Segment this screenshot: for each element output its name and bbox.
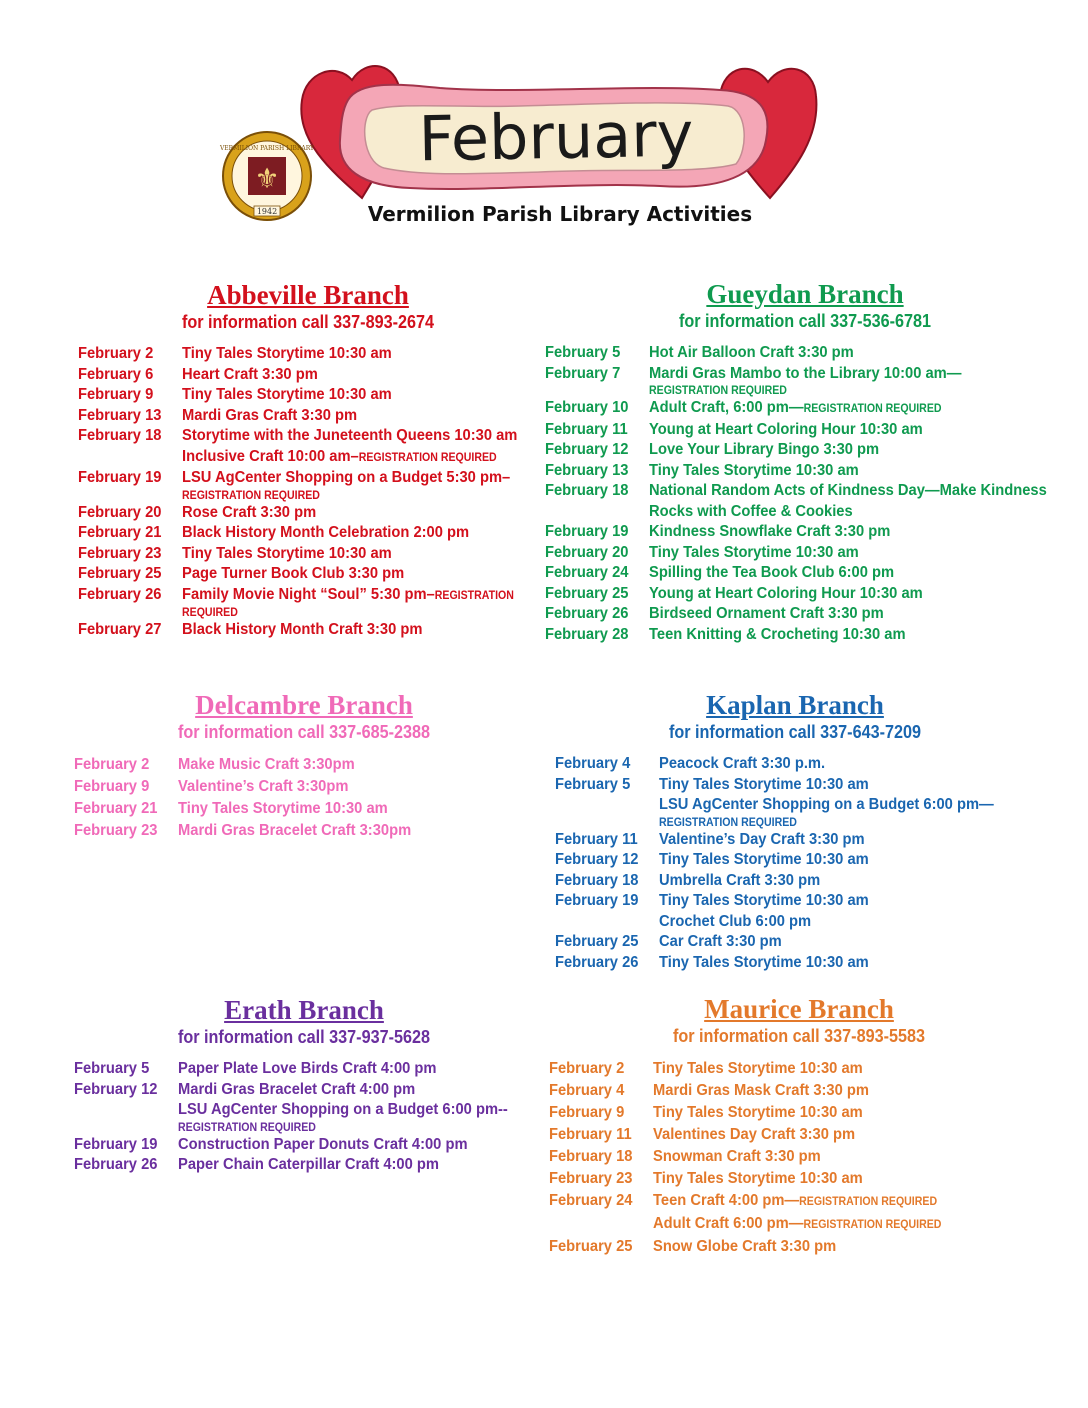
event-line [659,830,1005,851]
event-text: Tiny Tales Storytime 10:30 am [649,543,859,561]
event-row [78,503,538,524]
event-row [549,1080,1049,1102]
event-date: February 18 [549,1148,633,1165]
event-line [653,1058,1017,1080]
branch-title: Gueydan Branch [706,279,904,309]
event-date: February 11 [549,1126,632,1143]
event-description [659,754,1035,775]
event-row [78,385,538,406]
event-description [178,1135,534,1156]
event-row [549,1124,1049,1146]
event-line [649,584,1032,605]
event-description [653,1190,1049,1236]
branch-phone: for information call 337-937-5628 [177,1027,431,1047]
svg-text:⚜: ⚜ [254,162,280,195]
event-description [659,932,1035,953]
event-line [182,344,510,365]
event-row [78,426,538,468]
event-description [649,420,1065,441]
event-row [74,1080,534,1135]
event-line [649,398,1032,420]
event-text: Inclusive Craft 10:00 am– [182,447,359,465]
event-line [182,426,517,447]
event-description [659,871,1035,892]
event-description [649,563,1065,584]
event-row [74,1155,534,1176]
event-line [182,564,510,585]
event-date: February 11 [555,830,638,848]
event-list [549,1058,1049,1258]
event-row [545,398,1065,420]
svg-text:VERMILION PARISH LIBRARY: VERMILION PARISH LIBRARY [219,145,315,152]
branch-phone: for information call 337-893-5583 [672,1026,926,1046]
event-list [74,754,534,842]
event-row [545,522,1065,543]
event-line [659,850,1005,871]
event-description [649,364,1065,399]
event-text: Tiny Tales Storytime 10:30 am [182,544,392,562]
event-text: Snow Globe Craft 3:30 pm [653,1238,837,1255]
event-text: Construction Paper Donuts Craft 4:00 pm [178,1135,468,1153]
registration-note: REGISTRATION REQUIRED [182,489,320,502]
event-text: LSU AgCenter Shopping on a Budget 6:00 pm-- [178,1101,508,1118]
event-text: Love Your Library Bingo 3:30 pm [649,441,880,458]
event-text: Hot Air Balloon Craft 3:30 pm [649,344,854,361]
event-description [178,1155,534,1176]
event-date: February 18 [555,871,639,889]
event-date: February 20 [545,543,629,561]
event-date: February 19 [78,469,162,486]
library-seal-logo [219,132,315,220]
event-text: Paper Chain Caterpillar Craft 4:00 pm [178,1156,439,1173]
event-text: Peacock Craft 3:30 p.m. [659,755,826,772]
event-text: Tiny Tales Storytime 10:30 am [653,1170,863,1187]
event-text: Paper Plate Love Birds Craft 4:00 pm [178,1060,437,1077]
event-description [182,620,538,641]
event-description [649,584,1065,605]
event-row [74,776,534,798]
event-line [653,1168,1017,1190]
event-description [182,523,538,544]
event-line [178,754,506,776]
event-description [649,543,1065,564]
event-date: February 4 [555,755,631,772]
event-row [555,850,1035,871]
registration-note: REGISTRATION REQUIRED [803,403,942,415]
event-description [182,544,538,565]
event-date: February 7 [545,364,621,382]
event-row [549,1058,1049,1080]
event-line [182,385,510,406]
event-description [182,503,538,524]
event-row [549,1190,1049,1236]
event-row [74,1059,534,1080]
event-text: Valentine’s Craft 3:30pm [178,778,349,795]
event-date: February 25 [545,584,629,602]
branch-abbeville [78,280,538,641]
event-description [182,406,538,427]
event-text: Mardi Gras Bracelet Craft 3:30pm [178,822,412,839]
event-list [74,1059,534,1176]
event-text: Snowman Craft 3:30 pm [653,1148,821,1165]
event-line [649,440,1032,461]
event-line [182,468,510,489]
event-row [549,1146,1049,1168]
event-line [649,420,1032,441]
branch-maurice [549,994,1049,1258]
event-description [182,585,543,621]
branch-phone: for information call 337-685-2388 [177,722,431,742]
event-text: Tiny Tales Storytime 10:30 am [659,953,869,971]
branch-phone: for information call 337-643-7209 [668,722,922,742]
event-line [182,544,510,565]
event-description [653,1124,1049,1146]
event-line [649,364,1032,385]
event-description [653,1102,1049,1124]
event-text: Kindness Snowflake Craft 3:30 pm [649,523,891,540]
event-text: Mardi Gras Mask Craft 3:30 pm [653,1082,869,1099]
registration-note: REGISTRATION REQUIRED [803,1219,942,1231]
event-text: Tiny Tales Storytime 10:30 am [653,1060,863,1077]
event-text: Tiny Tales Storytime 10:30 am [182,345,392,362]
event-description [182,564,538,585]
event-date: February 24 [545,564,629,581]
event-text: Black History Month Craft 3:30 pm [182,621,423,638]
event-line [649,502,1047,523]
event-line [649,481,1047,502]
event-row [545,625,1065,646]
event-description [178,754,534,776]
event-text: Mardi Gras Craft 3:30 pm [182,406,358,424]
event-description [178,1059,534,1080]
event-description [182,468,539,503]
event-date: February 12 [555,851,639,868]
event-line [178,1059,506,1080]
branch-title: Kaplan Branch [706,690,884,720]
event-line [659,953,1005,974]
event-row [549,1236,1049,1258]
event-description [659,775,1035,830]
registration-note: REGISTRATION REQUIRED [659,816,797,829]
event-line [182,406,510,427]
event-row [78,620,538,641]
event-text: Umbrella Craft 3:30 pm [659,871,821,889]
event-line [659,871,1005,892]
event-line [178,820,506,842]
event-line [659,775,1005,796]
event-line [653,1190,1017,1213]
event-description [649,343,1065,364]
event-description [659,891,1035,932]
event-description [653,1080,1049,1102]
event-date: February 12 [74,1080,158,1098]
event-date: February 19 [545,523,629,540]
event-row [78,365,538,386]
event-description [178,798,534,820]
event-text: Tiny Tales Storytime 10:30 am [659,775,869,793]
event-line [649,625,1032,646]
event-line [649,461,1032,482]
event-line [659,891,1005,912]
event-text: National Random Acts of Kindness Day—Make Kindness [649,482,1047,499]
registration-note: REGISTRATION [434,589,514,602]
event-description [649,461,1065,482]
event-description [182,426,547,468]
event-row [545,343,1065,364]
event-date: February 10 [545,399,629,416]
event-description [659,830,1035,851]
event-line [182,503,510,524]
event-text: Crochet Club 6:00 pm [659,912,812,930]
event-list [545,343,1065,645]
registration-note: REGISTRATION REQUIRED [358,451,497,464]
event-text: Tiny Tales Storytime 10:30 am [659,851,869,868]
event-text: Tiny Tales Storytime 10:30 am [653,1104,863,1121]
event-date: February 26 [78,585,162,603]
event-date: February 2 [78,345,154,362]
event-line [649,604,1032,625]
event-line [182,523,510,544]
event-date: February 9 [549,1104,625,1121]
event-line [178,1100,508,1121]
event-row [549,1102,1049,1124]
event-text: Black History Month Celebration 2:00 pm [182,524,470,541]
event-row [555,932,1035,953]
event-description [182,385,538,406]
event-date: February 13 [78,406,162,424]
event-line [653,1213,1017,1236]
event-date: February 11 [545,420,628,438]
event-description [649,481,1081,522]
event-date: February 5 [555,775,631,793]
event-description [649,398,1065,420]
event-text: Valentines Day Craft 3:30 pm [653,1126,856,1143]
event-line [178,1135,506,1156]
event-row [549,1168,1049,1190]
event-row [74,820,534,842]
event-line [659,754,1005,775]
event-row [545,461,1065,482]
event-date: February 21 [78,524,162,541]
branch-title: Erath Branch [224,995,384,1025]
event-row [545,584,1065,605]
branch-delcambre [74,690,534,842]
event-description [653,1236,1049,1258]
event-row [78,523,538,544]
event-line [653,1124,1017,1146]
event-line [653,1146,1017,1168]
event-text: Family Movie Night “Soul” 5:30 pm– [182,585,435,603]
event-date: February 21 [74,800,158,817]
event-line [178,1080,508,1101]
branch-title: Abbeville Branch [207,280,409,310]
event-line [653,1236,1017,1258]
event-date: February 23 [74,822,158,839]
event-date: February 5 [545,344,621,361]
event-date: February 20 [78,503,162,521]
event-date: February 9 [78,386,154,403]
event-row [78,564,538,585]
event-date: February 28 [545,625,629,643]
event-date: February 12 [545,441,629,458]
page-subtitle: Vermilion Parish Library Activities [367,202,753,226]
event-description [178,776,534,798]
registration-note: REGISTRATION REQUIRED [649,385,787,397]
event-text: Heart Craft 3:30 pm [182,365,318,383]
branch-title: Maurice Branch [704,994,894,1024]
event-description [178,820,534,842]
event-text: Make Music Craft 3:30pm [178,756,355,773]
event-description [653,1146,1049,1168]
branch-phone: for information call 337-536-6781 [678,311,932,331]
event-description [649,625,1065,646]
event-text: Car Craft 3:30 pm [659,933,782,950]
event-row [78,344,538,365]
event-text: Storytime with the Juneteenth Queens 10:30 am [182,427,518,444]
event-date: February 26 [545,605,629,622]
event-row [545,543,1065,564]
event-line [649,343,1032,364]
event-description [649,440,1065,461]
event-date: February 13 [545,461,629,479]
event-description [178,1080,537,1135]
branch-erath [74,995,534,1176]
event-text: Young at Heart Coloring Hour 10:30 am [649,420,923,438]
event-row [545,364,1065,399]
event-date: February 5 [74,1060,150,1077]
event-date: February 26 [74,1156,158,1173]
event-description [649,522,1065,543]
event-text: Adult Craft 6:00 pm— [653,1215,804,1232]
event-date: February 25 [78,565,162,582]
event-row [545,481,1065,522]
event-line [178,1155,506,1176]
event-text: Page Turner Book Club 3:30 pm [182,565,405,582]
event-text: LSU AgCenter Shopping on a Budget 5:30 pm– [182,469,511,486]
event-text: Spilling the Tea Book Club 6:00 pm [649,564,895,581]
event-row [74,1135,534,1156]
event-row [545,563,1065,584]
event-line [182,585,514,607]
event-description [653,1168,1049,1190]
event-text: Teen Knitting & Crocheting 10:30 am [649,625,906,643]
event-row [555,754,1035,775]
event-date: February 4 [549,1082,625,1099]
event-date: February 2 [74,756,150,773]
event-date: February 25 [555,933,639,950]
event-date: February 23 [78,544,162,562]
event-text: Mardi Gras Bracelet Craft 4:00 pm [178,1080,416,1098]
event-text: Teen Craft 4:00 pm— [653,1192,800,1209]
event-date: February 19 [74,1135,158,1153]
event-line [659,795,1005,816]
event-row [545,420,1065,441]
event-line [178,776,506,798]
event-row [78,585,538,621]
event-row [555,830,1035,851]
event-row [545,604,1065,625]
event-line [182,620,510,641]
registration-note: REGISTRATION REQUIRED [799,1196,938,1208]
event-list [78,344,538,641]
event-line [653,1080,1017,1102]
banner-text: February [417,97,694,176]
event-description [659,953,1035,974]
event-text: Mardi Gras Mambo to the Library 10:00 am— [649,364,962,382]
event-date: February 27 [78,621,162,638]
event-date: February 19 [555,892,639,909]
registration-note: REGISTRATION REQUIRED [178,1121,316,1134]
event-text: LSU AgCenter Shopping on a Budget 6:00 pm— [659,796,994,813]
event-line [659,932,1005,953]
event-line [659,912,1005,933]
event-row [78,406,538,427]
event-row [74,754,534,776]
event-row [545,440,1065,461]
branch-kaplan [555,690,1035,973]
event-date: February 9 [74,778,150,795]
event-date: February 18 [78,427,162,444]
event-date: February 18 [545,482,629,499]
event-text: Tiny Tales Storytime 10:30 am [182,386,392,403]
event-row [555,871,1035,892]
event-line [653,1102,1017,1124]
event-description [649,604,1065,625]
event-text: Young at Heart Coloring Hour 10:30 am [649,584,923,602]
event-row [555,775,1035,830]
event-date: February 24 [549,1192,633,1209]
event-date: February 26 [555,953,639,971]
event-description [182,365,538,386]
event-text: Rose Craft 3:30 pm [182,503,317,521]
event-row [78,544,538,565]
event-text: Birdseed Ornament Craft 3:30 pm [649,605,884,622]
branch-gueydan [545,279,1065,645]
event-text: Rocks with Coffee & Cookies [649,502,853,520]
event-date: February 2 [549,1060,625,1077]
event-list [555,754,1035,973]
event-date: February 6 [78,365,154,383]
event-text: Tiny Tales Storytime 10:30 am [178,800,388,817]
event-description [659,850,1035,871]
page-header [0,0,1088,240]
event-line [182,447,517,469]
event-text: Tiny Tales Storytime 10:30 am [659,892,869,909]
event-text: Adult Craft, 6:00 pm— [649,399,804,416]
branch-phone: for information call 337-893-2674 [181,312,435,332]
event-line [182,365,510,386]
event-date: February 25 [549,1238,633,1255]
event-text: Valentine’s Day Craft 3:30 pm [659,830,865,848]
event-description [653,1058,1049,1080]
event-description [182,344,538,365]
event-row [555,891,1035,932]
event-line [649,543,1032,564]
event-row [78,468,538,503]
svg-text:1942: 1942 [256,207,278,216]
event-text: Tiny Tales Storytime 10:30 am [649,461,859,479]
event-row [555,953,1035,974]
event-line [649,522,1032,543]
event-line [178,798,506,820]
registration-note: REQUIRED [182,607,238,619]
branch-title: Delcambre Branch [195,690,413,720]
event-line [649,563,1032,584]
event-row [74,798,534,820]
event-date: February 23 [549,1170,633,1187]
